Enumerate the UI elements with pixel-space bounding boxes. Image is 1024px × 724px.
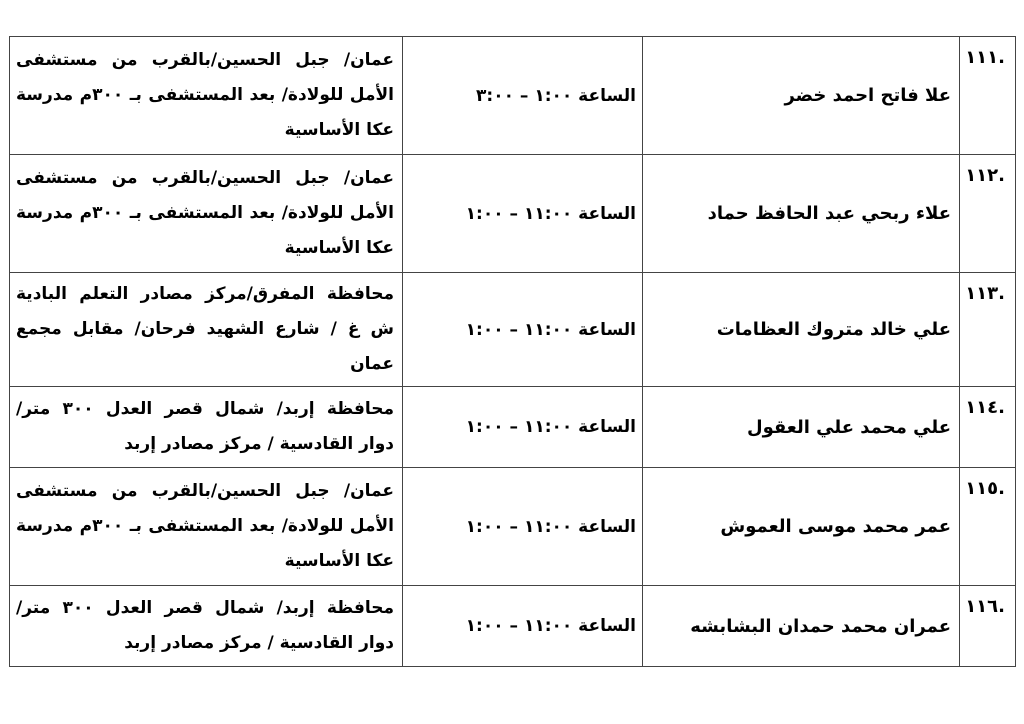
row-number: .١١٦ <box>960 586 1016 667</box>
time-cell: الساعة ١١:٠٠ – ١:٠٠ <box>403 155 643 273</box>
row-number: .١١١ <box>960 37 1016 155</box>
time-cell: الساعة ١١:٠٠ – ١:٠٠ <box>403 468 643 586</box>
address-cell: محافظة إربد/ شمال قصر العدل ٣٠٠ متر/ دوار القادسية / مركز مصادر إربد <box>10 586 403 667</box>
address-cell: محافظة إربد/ شمال قصر العدل ٣٠٠ متر/ دوار القادسية / مركز مصادر إربد <box>10 387 403 468</box>
table-row <box>10 273 1016 387</box>
schedule-table <box>9 36 1016 667</box>
address-cell: عمان/ جبل الحسين/بالقرب من مستشفى الأمل للولادة/ بعد المستشفى بـ ٣٠٠م مدرسة عكا الأساسية <box>10 468 403 586</box>
name-cell: علي محمد علي العقول <box>643 387 960 468</box>
time-cell: الساعة ١١:٠٠ – ١:٠٠ <box>403 586 643 667</box>
time-cell: الساعة ١١:٠٠ – ١:٠٠ <box>403 273 643 387</box>
time-cell: الساعة ١١:٠٠ – ١:٠٠ <box>403 387 643 468</box>
address-cell: محافظة المفرق/مركز مصادر التعلم البادية ش غ / شارع الشهيد فرحان/ مقابل مجمع عمان <box>10 273 403 387</box>
table-row <box>10 155 1016 273</box>
row-number: .١١٤ <box>960 387 1016 468</box>
row-number: .١١٣ <box>960 273 1016 387</box>
table-row <box>10 468 1016 586</box>
name-cell: علي خالد متروك العظامات <box>643 273 960 387</box>
name-cell: عمران محمد حمدان البشابشه <box>643 586 960 667</box>
row-number: .١١٢ <box>960 155 1016 273</box>
name-cell: عمر محمد موسى العموش <box>643 468 960 586</box>
table-row <box>10 37 1016 155</box>
time-cell: الساعة ١:٠٠ – ٣:٠٠ <box>403 37 643 155</box>
name-cell: علا فاتح احمد خضر <box>643 37 960 155</box>
row-number: .١١٥ <box>960 468 1016 586</box>
table-row <box>10 586 1016 667</box>
table-row <box>10 387 1016 468</box>
address-cell: عمان/ جبل الحسين/بالقرب من مستشفى الأمل للولادة/ بعد المستشفى بـ ٣٠٠م مدرسة عكا الأساسية <box>10 155 403 273</box>
name-cell: علاء ربحي عبد الحافظ حماد <box>643 155 960 273</box>
address-cell: عمان/ جبل الحسين/بالقرب من مستشفى الأمل للولادة/ بعد المستشفى بـ ٣٠٠م مدرسة عكا الأساسية <box>10 37 403 155</box>
